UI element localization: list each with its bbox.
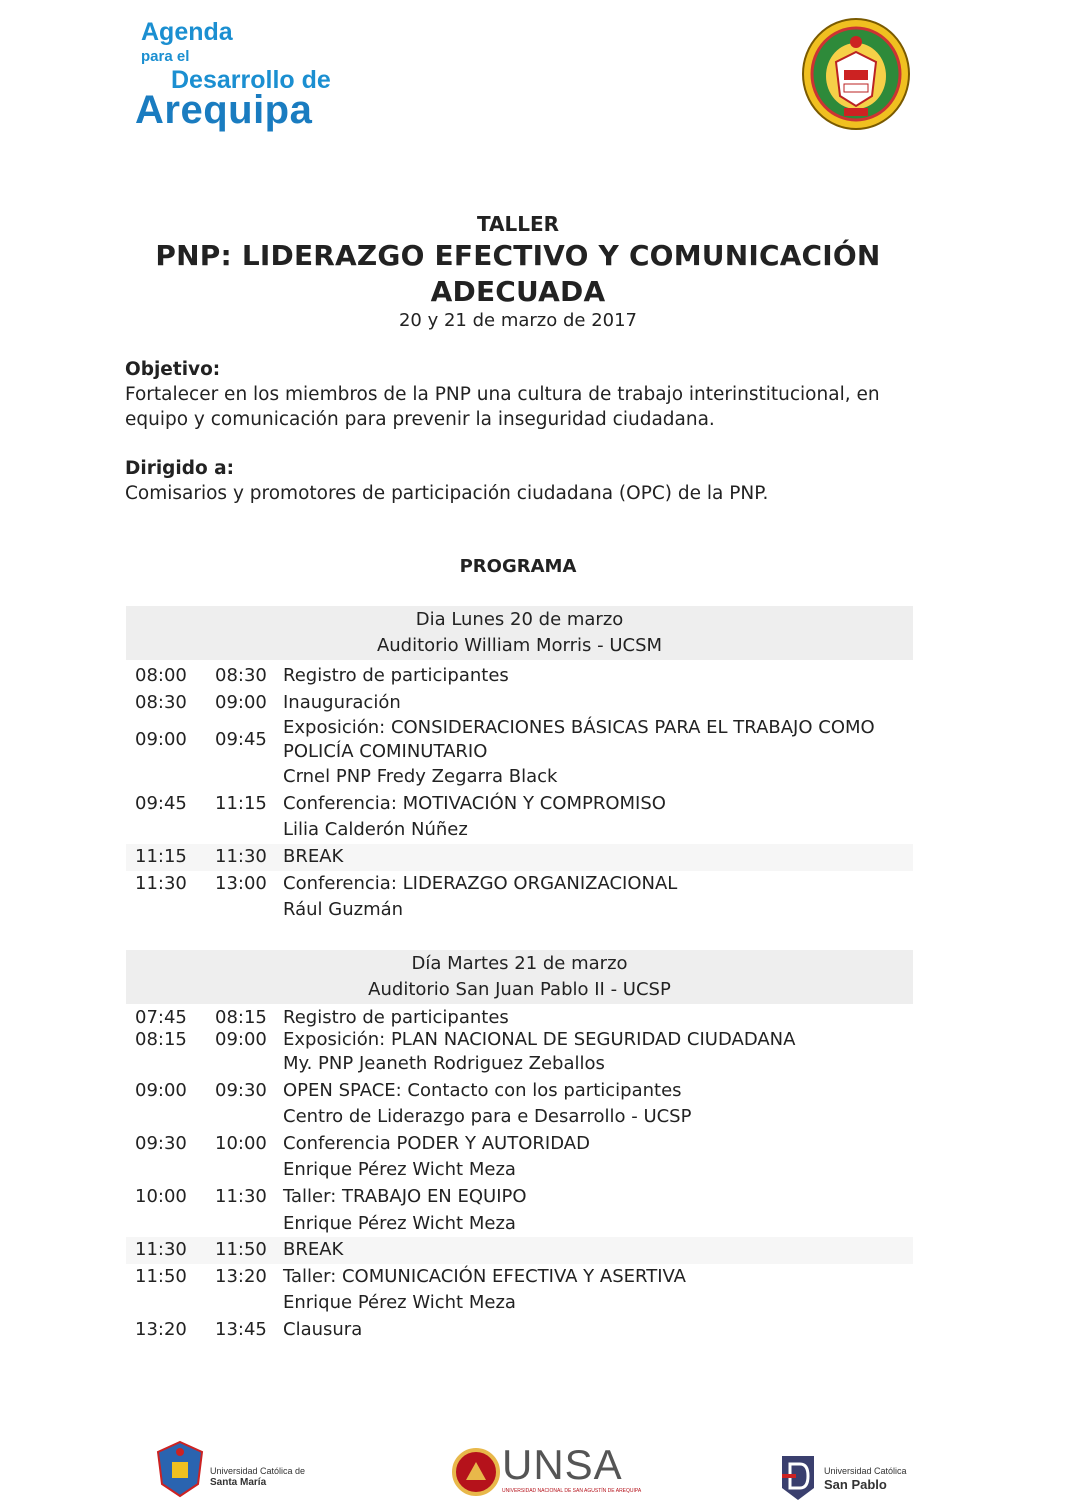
schedule-row <box>126 1184 913 1211</box>
activity-text: Crnel PNP Fredy Zegarra Black <box>283 766 558 788</box>
end-time: 09:30 <box>215 1079 267 1101</box>
start-time: 09:45 <box>135 792 187 814</box>
start-time: 09:30 <box>135 1132 187 1154</box>
agenda-logo-line4: Arequipa <box>135 88 313 132</box>
start-time: 08:15 <box>135 1029 187 1050</box>
program-day-1 <box>126 606 913 924</box>
start-time: 08:00 <box>135 665 187 686</box>
end-time: 08:15 <box>215 1007 267 1028</box>
day-venue: Auditorio San Juan Pablo II - UCSP <box>368 979 671 1000</box>
end-time: 10:00 <box>215 1132 267 1154</box>
day-venue: Auditorio William Morris - UCSM <box>376 635 663 656</box>
agenda-logo-line3: Desarrollo de <box>171 66 331 94</box>
activity-text: Rául Guzmán <box>283 899 404 921</box>
end-time: 13:20 <box>215 1265 267 1287</box>
activity-text: Centro de Liderazgo para e Desarrollo - UCSP <box>283 1106 692 1128</box>
start-time: 11:50 <box>135 1265 187 1287</box>
start-time: 07:45 <box>135 1007 187 1028</box>
dirigido-text: Comisarios y promotores de participación ciudadana (OPC) de la PNP. <box>125 483 769 504</box>
activity-text: Registro de participantes <box>283 665 509 686</box>
activity-text: My. PNP Jeaneth Rodriguez Zeballos <box>283 1053 605 1074</box>
ucsm-logo <box>154 1440 305 1498</box>
schedule-row <box>126 1007 913 1029</box>
activity-text: Taller: COMUNICACIÓN EFECTIVA Y ASERTIVA <box>283 1265 686 1287</box>
objetivo-text: Fortalecer en los miembros de la PNP una cultura de trabajo interinstitucional, en equipo y comunicación para prevenir la inseguridad ciudadana. <box>125 384 880 430</box>
agenda-logo-line1: Agenda <box>141 18 233 46</box>
schedule-row <box>126 1104 913 1131</box>
kicker-title: TALLER <box>476 212 560 236</box>
ucsm-line1: Universidad Católica de <box>210 1466 306 1476</box>
activity-text: Conferencia: MOTIVACIÓN Y COMPROMISO <box>283 792 666 814</box>
schedule-row <box>126 764 913 791</box>
unsa-name: UNSA <box>502 1441 623 1488</box>
end-time: 11:30 <box>215 1185 267 1207</box>
start-time: 11:30 <box>135 1239 187 1261</box>
ucsm-line2: Santa María <box>210 1477 267 1488</box>
activity-text: Inauguración <box>283 691 401 713</box>
day-header <box>126 950 913 1004</box>
start-time: 08:30 <box>135 691 187 713</box>
activity-text: Clausura <box>283 1318 363 1340</box>
end-time: 09:00 <box>215 1029 267 1050</box>
schedule-row <box>126 663 913 690</box>
activity-text: Exposición: CONSIDERACIONES BÁSICAS PARA EL TRABAJO COMO <box>283 717 875 739</box>
end-time: 11:15 <box>215 792 267 814</box>
start-time: 11:15 <box>135 845 187 867</box>
activity-text: Conferencia PODER Y AUTORIDAD <box>283 1132 590 1154</box>
ucsp-line1: Universidad Católica <box>824 1466 907 1476</box>
schedule-row <box>126 844 913 871</box>
activity-text: Enrique Pérez Wicht Meza <box>283 1212 516 1234</box>
day-title: Dia Lunes 20 de marzo <box>415 609 624 630</box>
objetivo-label: Objetivo: <box>125 359 221 380</box>
schedule-row <box>126 791 913 818</box>
activity-text: OPEN SPACE: Contacto con los participantes <box>283 1079 682 1101</box>
activity-text: Lilia Calderón Núñez <box>283 819 468 841</box>
agenda-logo <box>135 18 335 133</box>
end-time: 11:50 <box>215 1239 267 1261</box>
schedule-row <box>126 1051 913 1078</box>
schedule-row <box>126 1290 913 1317</box>
schedule-row <box>126 1131 913 1158</box>
activity-text: Registro de participantes <box>283 1007 509 1028</box>
end-time: 11:30 <box>215 845 267 867</box>
end-time: 13:45 <box>215 1318 267 1340</box>
start-time: 09:00 <box>135 1079 187 1101</box>
objetivo-section <box>125 357 925 432</box>
end-time: 08:30 <box>215 665 267 686</box>
event-date: 20 y 21 de marzo de 2017 <box>398 310 638 331</box>
schedule-row <box>126 1264 913 1291</box>
day-title: Día Martes 21 de marzo <box>411 953 628 974</box>
schedule-row <box>126 1078 913 1105</box>
activity-text: BREAK <box>283 1239 344 1261</box>
schedule-row <box>126 1029 913 1051</box>
program-day-2 <box>126 950 913 1344</box>
activity-text: Conferencia: LIDERAZGO ORGANIZACIONAL <box>283 872 678 894</box>
schedule-row <box>126 1317 913 1344</box>
start-time: 09:00 <box>135 729 187 751</box>
unsa-logo <box>452 1442 641 1502</box>
activity-text: BREAK <box>283 845 344 867</box>
programa-heading: PROGRAMA <box>459 556 577 577</box>
schedule-row <box>126 1237 913 1264</box>
schedule-row <box>126 897 913 924</box>
ucsp-line2: San Pablo <box>824 1477 887 1492</box>
day-header <box>126 606 913 660</box>
end-time: 13:00 <box>215 872 267 894</box>
activity-text: Enrique Pérez Wicht Meza <box>283 1292 516 1314</box>
activity-text: POLICÍA COMINUTARIO <box>283 741 488 763</box>
activity-text: Taller: TRABAJO EN EQUIPO <box>283 1185 527 1207</box>
schedule-row <box>126 1157 913 1184</box>
schedule-row <box>126 1211 913 1238</box>
page-title-text: PNP: LIDERAZGO EFECTIVO Y COMUNICACIÓN ADECUADA <box>155 239 881 308</box>
pnp-seal-logo <box>800 18 912 134</box>
unsa-subtitle: UNIVERSIDAD NACIONAL DE SAN AGUSTÍN DE AREQUIPA <box>502 1488 642 1494</box>
activity-text: Enrique Pérez Wicht Meza <box>283 1159 516 1181</box>
start-time: 13:20 <box>135 1318 187 1340</box>
start-time: 11:30 <box>135 872 187 894</box>
end-time: 09:00 <box>215 691 267 713</box>
schedule-row <box>126 716 913 764</box>
schedule-row <box>126 690 913 717</box>
start-time: 10:00 <box>135 1185 187 1207</box>
page-title <box>0 238 1036 310</box>
end-time: 09:45 <box>215 729 267 751</box>
dirigido-label: Dirigido a: <box>125 458 235 479</box>
schedule-row <box>126 817 913 844</box>
ucsp-logo <box>778 1454 907 1502</box>
activity-text: Exposición: PLAN NACIONAL DE SEGURIDAD CIUDADANA <box>283 1029 796 1050</box>
schedule-row <box>126 871 913 898</box>
agenda-logo-line2: para el <box>141 48 190 65</box>
dirigido-section <box>125 456 925 506</box>
